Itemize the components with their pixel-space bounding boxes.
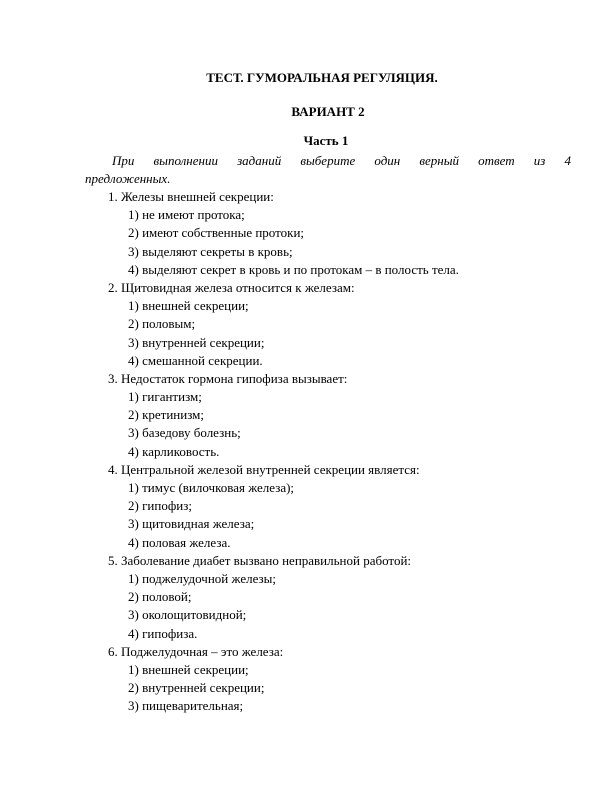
question-5 bbox=[0, 552, 612, 643]
answer-option: 1) гигантизм; bbox=[128, 389, 202, 405]
variant-heading: ВАРИАНТ 2 bbox=[291, 104, 365, 119]
question-6 bbox=[0, 643, 612, 716]
answer-option: 1) внешней секреции; bbox=[128, 298, 249, 314]
answer-option: 4) выделяют секрет в кровь и по протокам – в полость тела. bbox=[128, 261, 459, 277]
question-text: 4. Центральной железой внутренней секреции является: bbox=[108, 461, 420, 477]
question-text: 5. Заболевание диабет вызвано неправильной работой: bbox=[108, 552, 412, 568]
instructions-line-2: предложенных. bbox=[85, 171, 171, 186]
question-text: 2. Щитовидная железа относится к железам: bbox=[108, 279, 355, 295]
answer-option: 3) пищеварительная; bbox=[128, 698, 244, 714]
answer-option: 4) гипофиза. bbox=[128, 625, 198, 641]
answer-option: 4) карликовость. bbox=[128, 443, 220, 459]
answer-option: 2) внутренней секреции; bbox=[128, 680, 265, 696]
answer-option: 2) имеют собственные протоки; bbox=[128, 225, 305, 241]
answer-option: 3) выделяют секреты в кровь; bbox=[128, 243, 293, 259]
question-text: 3. Недостаток гормона гипофиза вызывает: bbox=[108, 370, 348, 386]
answer-option: 2) кретинизм; bbox=[128, 407, 205, 423]
answer-option: 1) не имеют протока; bbox=[128, 207, 245, 223]
answer-option: 3) внутренней секреции; bbox=[128, 334, 265, 350]
question-list bbox=[0, 188, 612, 715]
answer-option: 1) тимус (вилочковая железа); bbox=[128, 480, 295, 495]
answer-option: 4) смешанной секреции. bbox=[128, 352, 263, 368]
question-text: 6. Поджелудочная – это железа: bbox=[108, 643, 284, 659]
question-1 bbox=[0, 188, 612, 279]
answer-option: 2) половым; bbox=[128, 316, 196, 332]
answer-option: 3) околощитовидной; bbox=[128, 607, 247, 623]
question-text: 1. Железы внешней секреции: bbox=[108, 189, 274, 204]
answer-option: 1) внешней секреции; bbox=[128, 661, 249, 677]
question-2 bbox=[0, 279, 612, 370]
question-4 bbox=[0, 461, 612, 552]
part-heading: Часть 1 bbox=[303, 133, 349, 148]
answer-option: 1) поджелудочной железы; bbox=[128, 570, 276, 586]
answer-option: 3) базедову болезнь; bbox=[128, 425, 241, 441]
answer-option: 4) половая железа. bbox=[128, 534, 231, 550]
instructions-line-1: При выполнении заданий выберите один верный ответ из 4 bbox=[112, 153, 571, 168]
answer-option: 2) половой; bbox=[128, 589, 192, 605]
answer-option: 2) гипофиз; bbox=[128, 498, 192, 514]
question-3 bbox=[0, 370, 612, 461]
test-title: ТЕСТ. ГУМОРАЛЬНАЯ РЕГУЛЯЦИЯ. bbox=[206, 70, 438, 85]
answer-option: 3) щитовидная железа; bbox=[128, 516, 255, 532]
